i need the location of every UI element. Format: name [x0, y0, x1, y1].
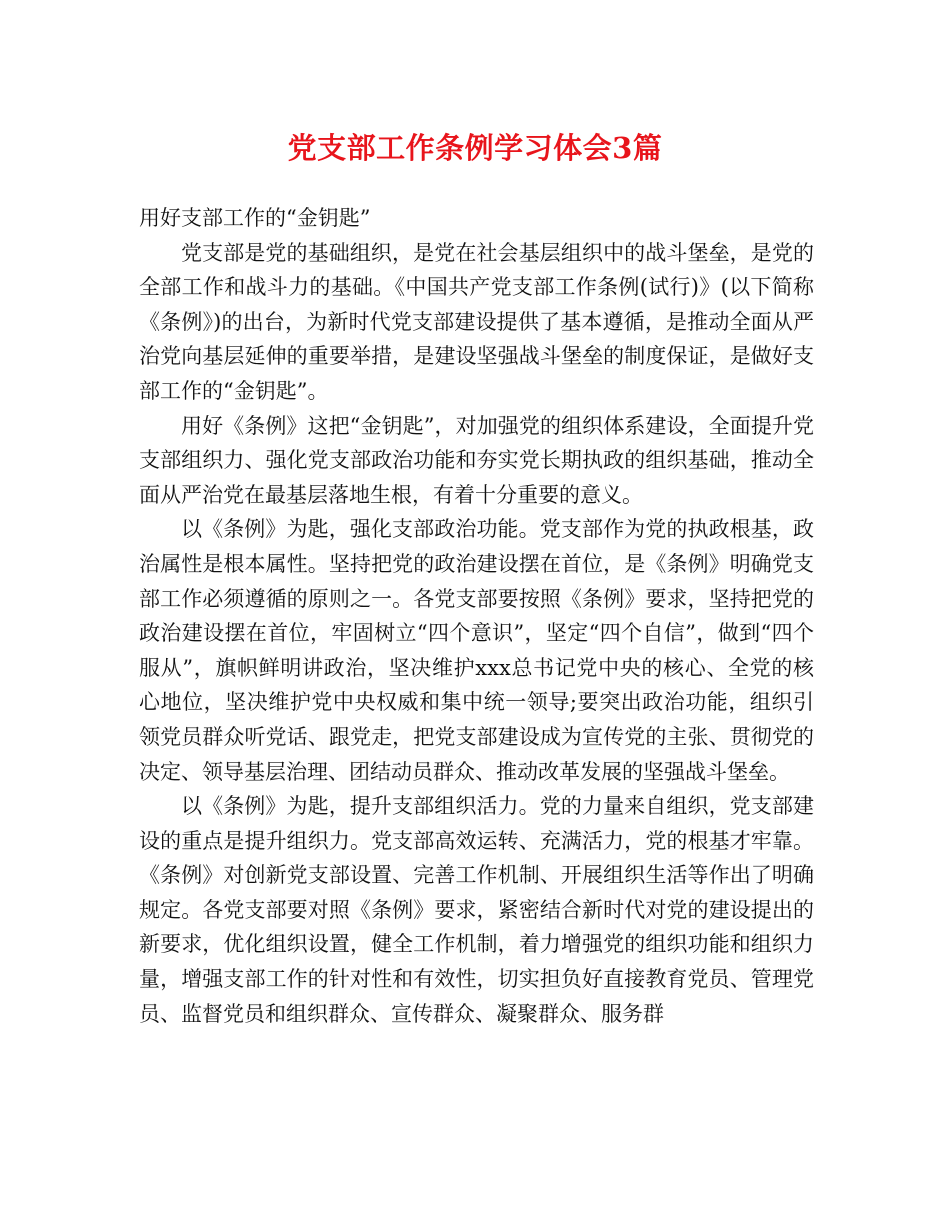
paragraph-4: 以《条例》为匙，提升支部组织活力。党的力量来自组织，党支部建设的重点是提升组织力。党支部高效运转、充满活力，党的根基才牢靠。《条例》对创新党支部设置、完善工作机制、开展组织生活等作出了明确规定。各党支部要对照《条例》要求，紧密结合新时代对党的建设提出的新要求，优化组织设置，健全工作机制，着力增强党的组织功能和组织力量，增强支部工作的针对性和有效性，切实担负好直接教育党员、管理党员、监督党员和组织群众、宣传群众、凝聚群众、服务群	[139, 794, 814, 1026]
paragraph-2: 用好《条例》这把“金钥匙”，对加强党的组织体系建设，全面提升党支部组织力、强化党支部政治功能和夯实党长期执政的组织基础，推动全面从严治党在最基层落地生根，有着十分重要的意义。	[139, 413, 814, 507]
document-title: 党支部工作条例学习体会3篇	[287, 131, 663, 165]
document-body	[139, 201, 814, 1031]
section-subheading: 用好支部工作的“金钥匙”	[139, 206, 371, 230]
paragraph-3: 以《条例》为匙，强化支部政治功能。党支部作为党的执政根基，政治属性是根本属性。坚持把党的政治建设摆在首位，是《条例》明确党支部工作必须遵循的原则之一。各党支部要按照《条例》要求，坚持把党的政治建设摆在首位，牢固树立“四个意识”，坚定“四个自信”，做到“四个服从”，旗帜鲜明讲政治，坚决维护xxx总书记党中央的核心、全党的核心地位，坚决维护党中央权威和集中统一领导;要突出政治功能，组织引领党员群众听党话、跟党走，把党支部建设成为宣传党的主张、贯彻党的决定、领导基层治理、团结动员群众、推动改革发展的坚强战斗堡垒。	[139, 517, 814, 784]
paragraph-1: 党支部是党的基础组织，是党在社会基层组织中的战斗堡垒，是党的全部工作和战斗力的基础。《中国共产党支部工作条例(试行)》(以下简称《条例》)的出台，为新时代党支部建设提供了基本遵循，是推动全面从严治党向基层延伸的重要举措，是建设坚强战斗堡垒的制度保证，是做好支部工作的“金钥匙”。	[139, 240, 814, 403]
